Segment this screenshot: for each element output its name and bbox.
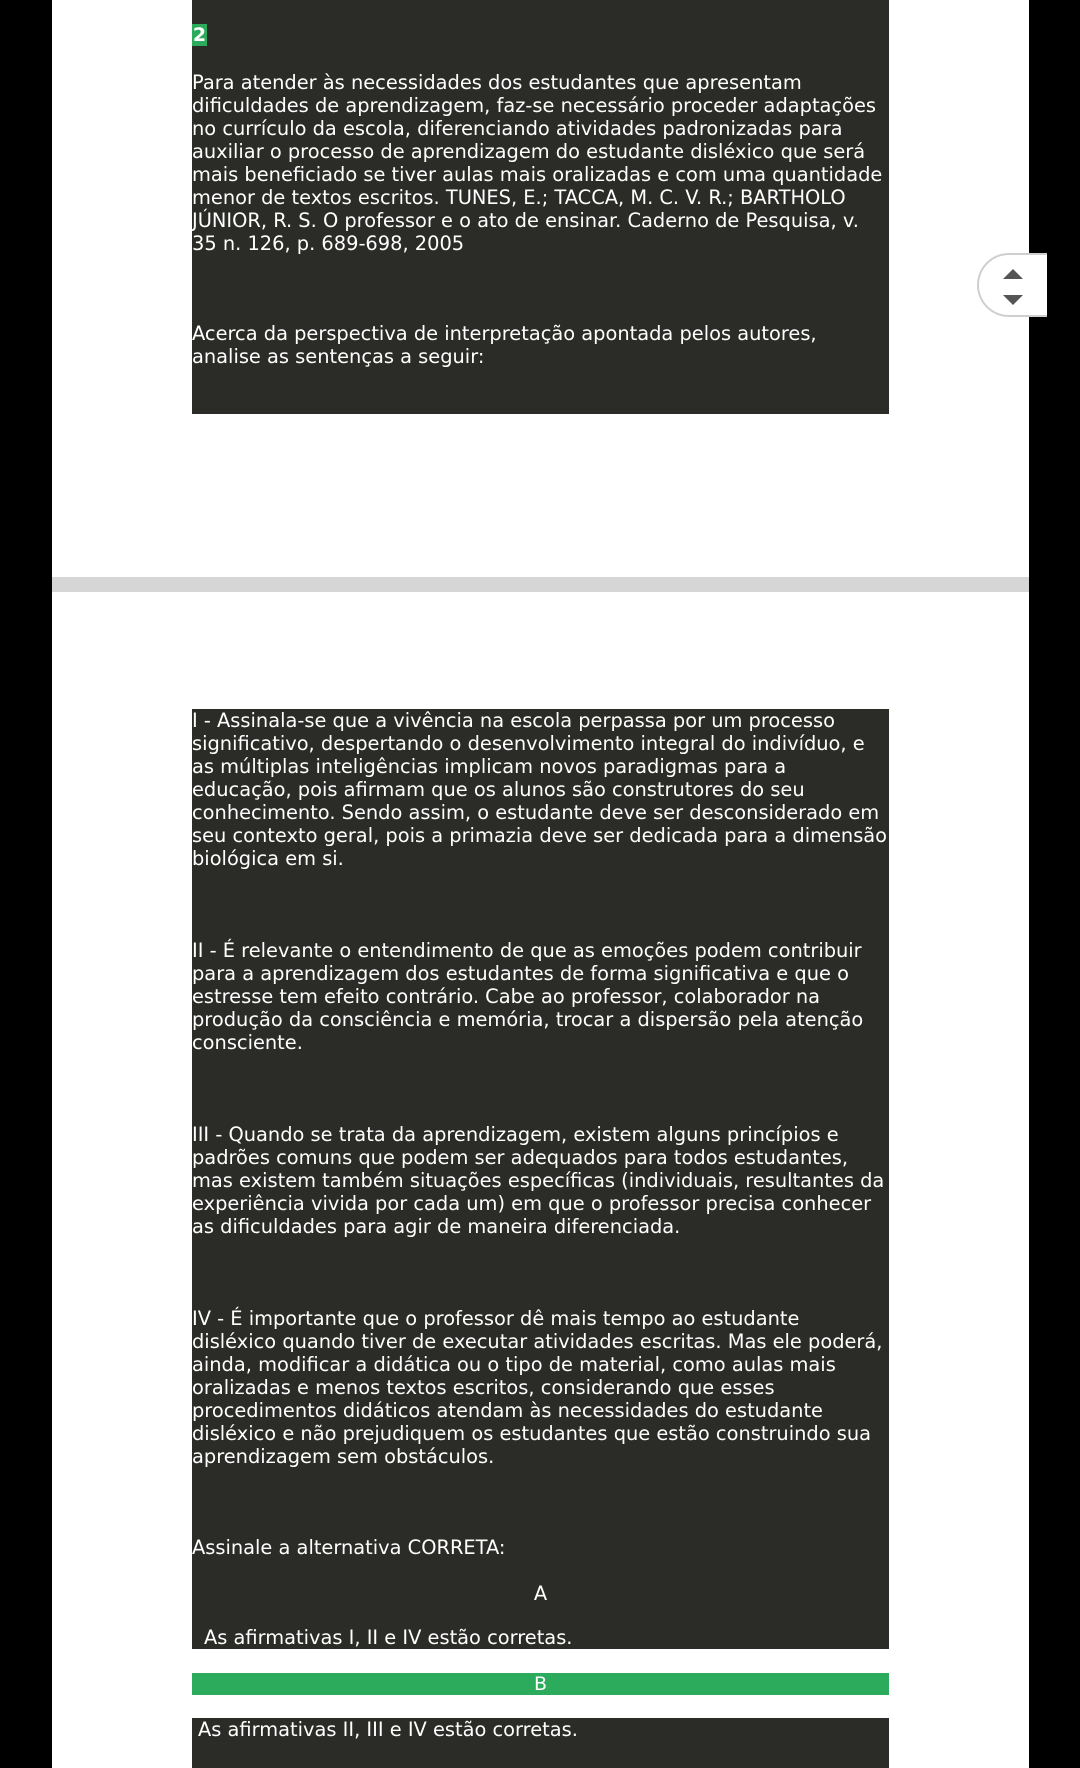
statement-3: III - Quando se trata da aprendizagem, existem alguns princípios e padrões comuns que podem ser adequados para todos estudantes, mas existem também situações específicas (individuais, resultantes da experiência vivida por cada um) em que o professor precisa conhecer as dificuldades para agir de maneira diferenciada. xyxy=(192,1123,885,1238)
question-number: 2 xyxy=(192,24,207,46)
chevron-down-icon[interactable] xyxy=(1003,295,1023,305)
instruction-text: Assinale a alternativa CORRETA: xyxy=(192,1536,506,1559)
option-b-box[interactable] xyxy=(192,1718,889,1768)
question-intro-box xyxy=(192,0,889,414)
question-prompt: Acerca da perspectiva de interpretação apontada pelos autores, analise as sentenças a seguir: xyxy=(192,322,817,368)
option-a-letter[interactable]: A xyxy=(533,1582,548,1605)
option-a-text[interactable]: As afirmativas I, II e IV estão corretas. xyxy=(204,1626,573,1649)
page-separator xyxy=(52,577,1029,592)
statement-2: II - É relevante o entendimento de que as emoções podem contribuir para a aprendizagem dos estudantes de forma significativa e que o estresse tem efeito contrário. Cabe ao professor, colaborador na produção da consciência e memória, trocar a dispersão pela atenção consciente. xyxy=(192,939,864,1054)
option-b-text[interactable]: As afirmativas II, III e IV estão corretas. xyxy=(198,1718,578,1741)
chevron-up-icon[interactable] xyxy=(1003,269,1023,279)
statement-4: IV - É importante que o professor dê mais tempo ao estudante disléxico quando tiver de executar atividades escritas. Mas ele poderá, ainda, modificar a didática ou o tipo de material, como aulas mais oralizadas e menos textos escritos, considerando que esses procedimentos didáticos atendam às necessidades do estudante disléxico e não prejudiquem os estudantes que estão construindo sua aprendizagem sem obstáculos. xyxy=(192,1307,883,1468)
option-b-letter[interactable]: B xyxy=(192,1673,889,1695)
statements-box xyxy=(192,709,889,1649)
question-intro-text: Para atender às necessidades dos estudantes que apresentam dificuldades de aprendizagem, faz-se necessário proceder adaptações no currículo da escola, diferenciando atividades padronizadas para auxiliar o processo de aprendizagem do estudante disléxico que será mais beneficiado se tiver aulas mais oralizadas e com uma quantidade menor de textos escritos. TUNES, E.; TACCA, M. C. V. R.; BARTHOLO JÚNIOR, R. S. O professor e o ato de ensinar. Caderno de Pesquisa, v. 35 n. 126, p. 689-698, 2005 xyxy=(192,71,883,255)
left-frame xyxy=(0,0,52,1768)
scroll-control[interactable] xyxy=(977,253,1047,317)
statement-1: I - Assinala-se que a vivência na escola perpassa por um processo significativo, despertando o desenvolvimento integral do indivíduo, e as múltiplas inteligências implicam novos paradigmas para a educação, pois afirmam que os alunos são construtores do seu conhecimento. Sendo assim, o estudante deve ser desconsiderado em seu contexto geral, pois a primazia deve ser dedicada para a dimensão biológica em si. xyxy=(192,709,888,870)
